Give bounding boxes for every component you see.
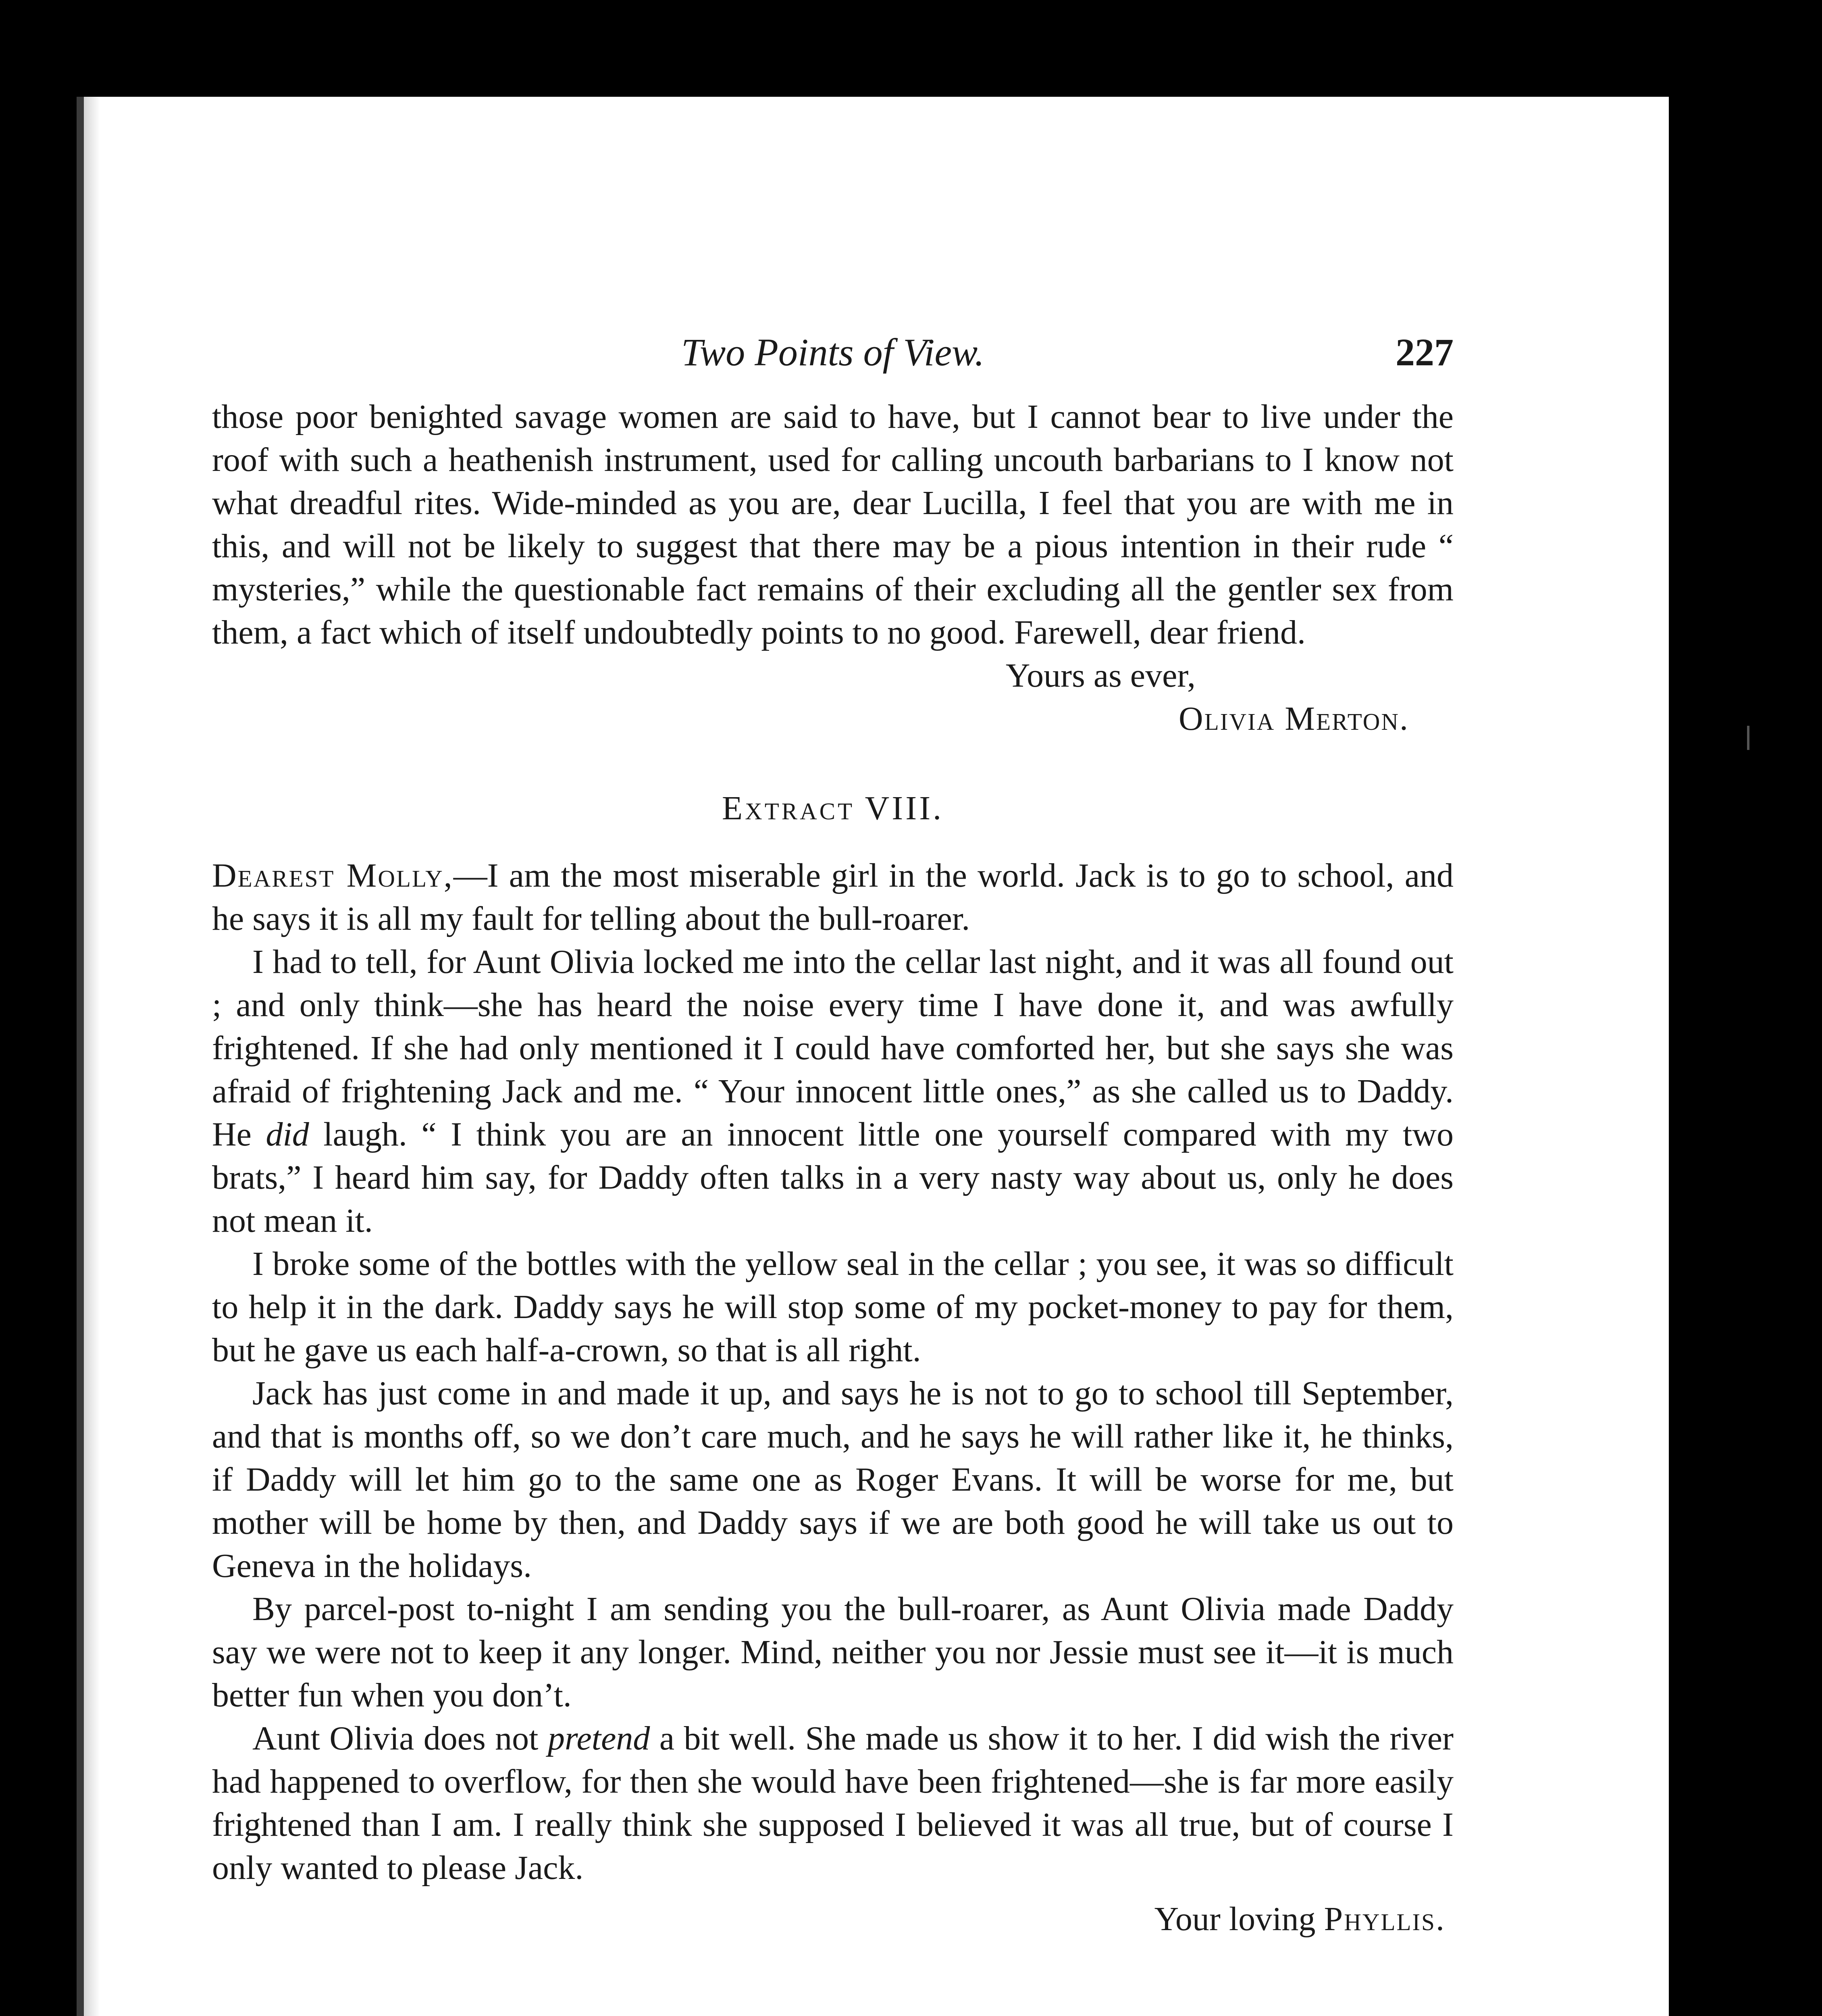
running-title: Two Points of View. [681,331,984,374]
paragraph-6-text-a: Aunt Olivia does not [252,1720,548,1757]
letter-paragraph: those poor benighted savage women are said to have, but I cannot bear to live under the roof with such a heathenish instrument, used for calling uncouth barbarians to I know not what dreadful rites. Wide-minded as you are, dear Lucilla, I feel that you are with me in this, and will not be likely to suggest that there may be a pious intention in their rude “ mysteries,” while the questionable fact remains of their excluding all the gentler sex from them, a fact which of itself undoubtedly points to no good. Farewell, dear friend. [212,398,1454,651]
extract-paragraph-1 [212,854,1454,940]
extract-paragraph-2 [212,940,1454,1242]
gutter-shadow [84,97,100,2016]
extract-paragraph-5: By parcel-post to-night I am sending you the bull-roarer, as Aunt Olivia made Daddy say we were not to keep it any longer. Mind, neither you nor Jessie must see it—it is much better fun when you don’t. [212,1590,1454,1714]
paragraph-2-text-a: I had to tell, for Aunt Olivia locked me into the cellar last night, and it was all found out ; and only think—she has heard the noise every time I have done it, and was awfully frightened. If she had only mentioned it I could have comforted her, but she says she was afraid of frightening Jack and me. “ Your innocent little ones,” as she called us to Daddy. He [212,943,1454,1153]
text-block [212,331,1454,1941]
extract-closing [212,1897,1454,1941]
closing-signature: Phyllis. [1324,1900,1446,1938]
paragraph-6-emphasis: pretend [547,1720,650,1757]
extract-paragraph-6 [212,1717,1454,1889]
page-number: 227 [1396,331,1454,374]
closing-text: Your loving [1154,1900,1324,1938]
scan-mark [1747,726,1749,750]
paragraph-2-text-b: laugh. “ I think you are an innocent little one yourself compared with my two brats,” I heard him say, for Daddy often talks in a very nasty way about us, only he does not mean it. [212,1116,1454,1239]
letter-closing: Yours as ever, [1005,657,1196,694]
paragraph-1-text: —I am the most miserable girl in the world. Jack is to go to school, and he says it is all my fault for telling about the bull-roarer. [212,857,1454,937]
book-page [77,97,1669,2016]
extract-paragraph-4: Jack has just come in and made it up, and says he is not to go to school till September, and that is months off, so we don’t care much, and he says he will rather like it, he thinks, if Daddy will let him go to the same one as Roger Evans. It will be worse for me, but mother will be home by then, and Daddy says if we are both good he will take us out to Geneva in the holidays. [212,1375,1454,1585]
extract-paragraph-3: I broke some of the bottles with the yellow seal in the cellar ; you see, it was so difficult to help it in the dark. Daddy says he will stop some of my pocket-money to pay for them, but he gave us each half-a-crown, so that is all right. [212,1245,1454,1369]
salutation: Dearest Molly, [212,857,453,894]
extract-heading: Extract VIII. [722,789,944,827]
letter-signature: Olivia Merton. [1179,700,1409,737]
paragraph-6-text-b: a bit well. She made us show it to her. I did wish the river had happened to overflow, for then she would have been frightened—she is far more easily frightened than I am. I really think she supposed I believed it was all true, but of course I only wanted to please Jack. [212,1720,1454,1887]
running-head [212,331,1454,395]
paragraph-2-emphasis: did [266,1116,309,1153]
